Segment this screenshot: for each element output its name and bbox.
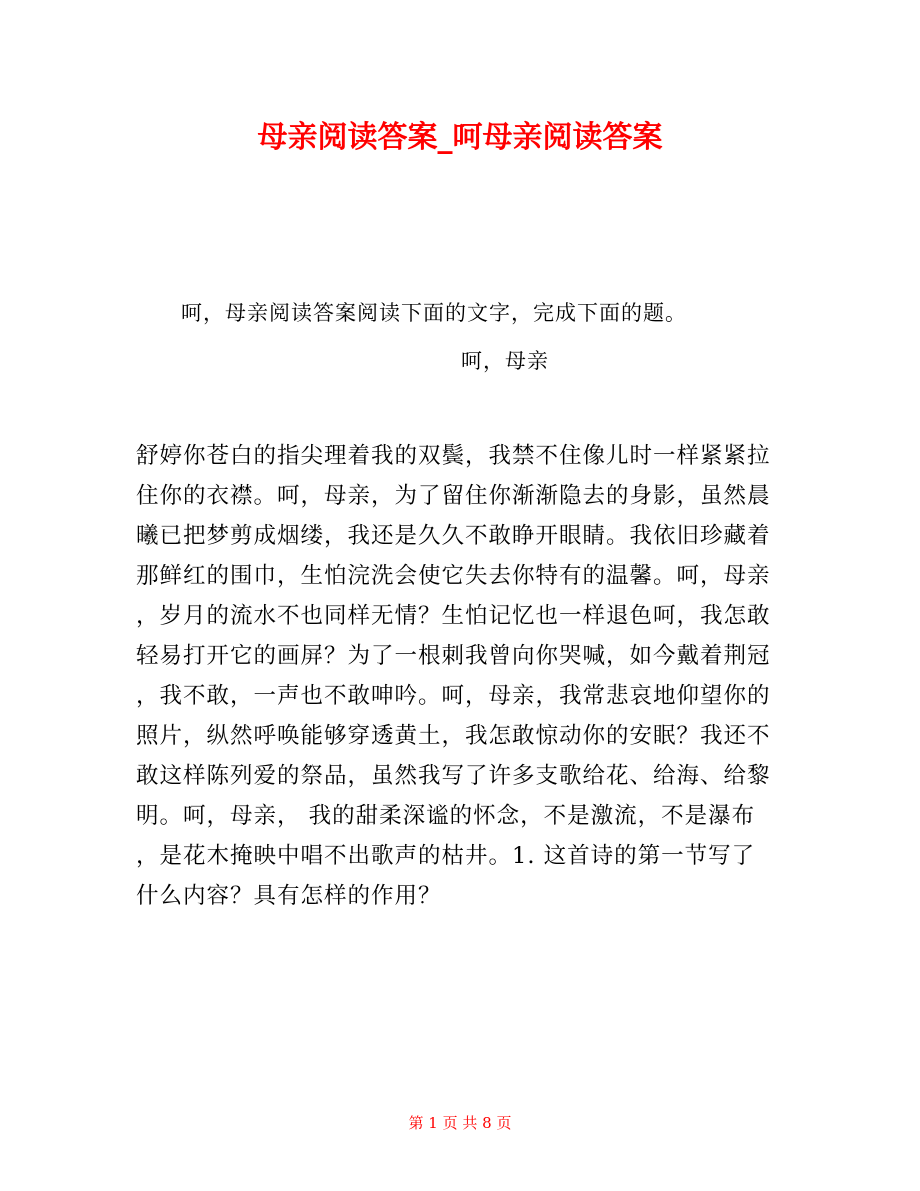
document-title: 母亲阅读答案_呵母亲阅读答案 (257, 120, 663, 155)
body-line: 舒婷你苍白的指尖理着我的双鬓，我禁不住像儿时一样紧紧拉 (136, 443, 771, 469)
poem-title: 呵，母亲 (461, 349, 549, 373)
body-line: 轻易打开它的画屏？为了一根刺我曾向你哭喊，如今戴着荆冠 (136, 643, 771, 669)
body-line: 照片，纵然呼唤能够穿透黄土，我怎敢惊动你的安眠？我还不 (136, 723, 771, 749)
body-line: 住你的衣襟。呵，母亲，为了留住你渐渐隐去的身影，虽然晨 (136, 483, 771, 509)
body-line: 什么内容？具有怎样的作用？ (136, 883, 442, 909)
body-line: 那鲜红的围巾，生怕浣洗会使它失去你特有的温馨。呵，母亲 (136, 563, 771, 589)
body-line: 敢这样陈列爱的祭品，虽然我写了许多支歌给花、给海、给黎 (136, 763, 771, 789)
intro-line: 呵，母亲阅读答案阅读下面的文字，完成下面的题。 (181, 301, 687, 325)
body-line: ，我不敢，一声也不敢呻吟。呵，母亲，我常悲哀地仰望你的 (136, 683, 771, 709)
page-number-footer: 第 1 页 共 8 页 (408, 1114, 512, 1132)
body-line: 曦已把梦剪成烟缕，我还是久久不敢睁开眼睛。我依旧珍藏着 (136, 523, 771, 549)
body-line: 明。呵，母亲， 我的甜柔深谧的怀念，不是激流，不是瀑布 (136, 803, 756, 829)
body-line: ，是花木掩映中唱不出歌声的枯井。1. 这首诗的第一节写了 (136, 843, 756, 869)
poem-body (136, 436, 796, 916)
body-line: ，岁月的流水不也同样无情？生怕记忆也一样退色呵，我怎敢 (136, 603, 771, 629)
